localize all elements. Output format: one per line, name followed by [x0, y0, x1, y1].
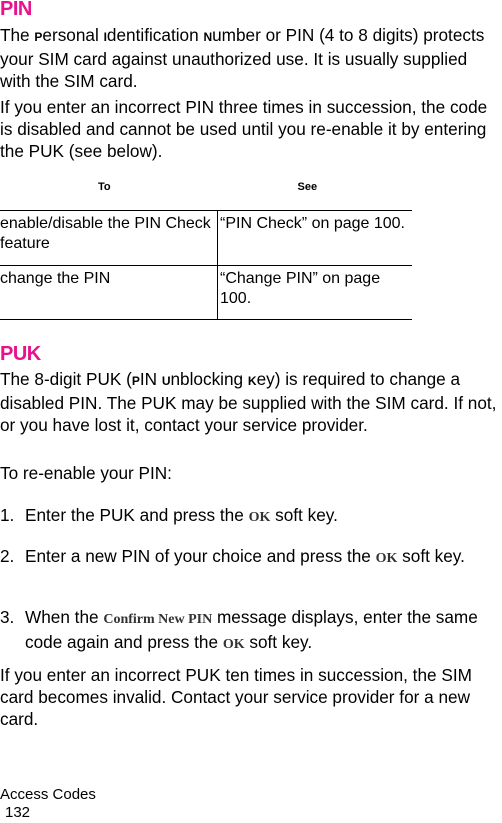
- column-header-to: To: [0, 174, 218, 211]
- text-run: soft key.: [397, 546, 465, 566]
- acronym-letter: U: [161, 374, 171, 388]
- text-run: The 8-digit PUK (: [0, 369, 132, 389]
- puk-invalid-paragraph: If you enter an incorrect PUK ten times in succession, the SIM card becomes invalid. Contact your service provider for a new card.: [0, 665, 472, 729]
- table-cell-see: “PIN Check” on page 100.: [218, 211, 413, 266]
- pin-disable-paragraph: If you enter an incorrect PIN three times in succession, the code is disabled and cannot be used until you re-enable it by entering the PUK (see below).: [0, 97, 488, 161]
- step-number: 1.: [0, 505, 15, 525]
- soft-key-label: OK: [222, 637, 245, 652]
- table-row: [0, 211, 412, 266]
- step-number: 3.: [0, 607, 15, 627]
- puk-definition-paragraph: [0, 368, 500, 436]
- table-header-row: [0, 174, 412, 211]
- acronym-letter: P: [131, 374, 140, 388]
- acronym-letter: P: [34, 30, 43, 44]
- text-run: Enter a new PIN of your choice and press the: [25, 546, 376, 566]
- page-number: 132: [5, 804, 31, 821]
- text-run: Enter the PUK and press the: [25, 505, 249, 525]
- text-run: The: [0, 25, 35, 45]
- step-text: [25, 504, 500, 529]
- text-run: dentification: [106, 25, 204, 45]
- footer-section-title: Access Codes: [0, 786, 96, 803]
- text-run: ey) is required to change a disabled PIN. The PUK may be supplied with the SIM card. If not, or you have lost it, contact your service provider.: [0, 369, 497, 435]
- text-run: IN: [139, 369, 162, 389]
- table-cell-to: enable/disable the PIN Check feature: [0, 211, 218, 266]
- text-run: When the: [25, 607, 104, 627]
- pin-heading: PIN: [0, 0, 32, 20]
- reenable-intro: To re-enable your PIN:: [0, 463, 172, 483]
- text-run: message displays, enter the same code again and press the: [25, 607, 478, 652]
- table-cell-to: change the PIN: [0, 266, 218, 320]
- acronym-letter: K: [247, 374, 257, 388]
- step-number: 2.: [0, 546, 15, 566]
- pin-definition-paragraph: [0, 24, 500, 92]
- text-run: umber or PIN (4 to 8 digits) protects your SIM card against unauthorized use. It is usually supplied with the SIM card.: [0, 25, 485, 91]
- acronym-letter: N: [203, 30, 213, 44]
- column-header-see: See: [218, 174, 413, 211]
- soft-key-label: OK: [248, 510, 271, 525]
- soft-key-label: OK: [375, 551, 398, 566]
- text-run: nblocking: [170, 369, 248, 389]
- table-cell-see: “Change PIN” on page 100.: [218, 266, 413, 320]
- step-text: [25, 606, 500, 656]
- text-run: soft key.: [244, 632, 313, 652]
- text-run: ersonal: [42, 25, 104, 45]
- message-label: Confirm New PIN: [103, 612, 213, 627]
- text-run: soft key.: [270, 505, 338, 525]
- step-text: [25, 545, 500, 570]
- table-row: [0, 266, 412, 320]
- puk-heading: PUK: [0, 343, 41, 365]
- pin-reference-table: [0, 174, 412, 320]
- acronym-letter: I: [103, 30, 107, 44]
